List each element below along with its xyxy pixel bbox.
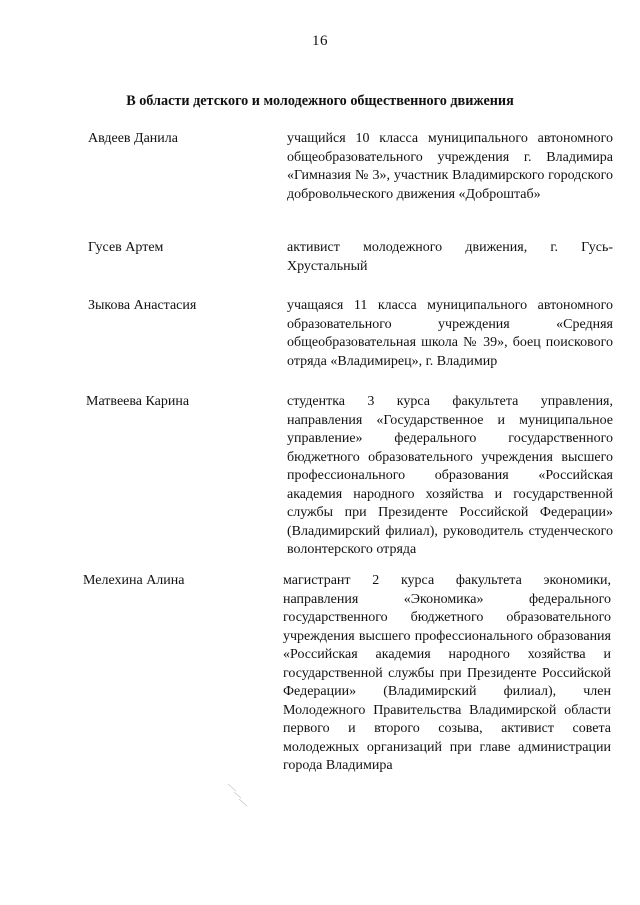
scan-artifact-mark xyxy=(226,782,250,808)
entry-description: студентка 3 курса факультета управления, направления «Государственное и муниципальное управление» федерального государственного бюджетного образовательного учреждения высшего профессионального образования «Российская академия народного хозяйства и государственной службы при Президенте Российской Федерации» (Владимирский филиал), руководитель студенческого волонтерского отряда xyxy=(287,394,613,557)
entry-name: Матвеева Карина xyxy=(86,394,190,409)
entry-name: Авдеев Данила xyxy=(88,131,178,146)
entry-description: активист молодежного движения, г. Гусь-Хрустальный xyxy=(287,240,613,274)
entry-name: Зыкова Анастасия xyxy=(88,298,197,313)
entry-name: Гусев Артем xyxy=(88,240,164,255)
section-title: В области детского и молодежного общественного движения xyxy=(126,93,514,109)
entry-description: магистрант 2 курса факультета экономики, направления «Экономика» федерального государственного бюджетного образовательного учреждения высшего профессионального образования «Российская академия народного хозяйства и государственной службы при Президенте Российской Федерации» (Владимирский филиал), член Молодежного Правительства Владимирской области первого и второго созыва, активист совета молодежных организаций при главе администрации города Владимира xyxy=(283,573,611,773)
entry-description: учащаяся 11 класса муниципального автономного образовательного учреждения «Средняя общеобразовательная школа № 39», боец поискового отряда «Владимирец», г. Владимир xyxy=(287,298,613,369)
entry-name: Мелехина Алина xyxy=(83,573,185,588)
entry-description: учащийся 10 класса муниципального автономного общеобразовательного учреждения г. Владимира «Гимназия № 3», участник Владимирского городского добровольческого движения «Доброштаб» xyxy=(287,131,613,202)
page-number: 16 xyxy=(312,33,328,49)
